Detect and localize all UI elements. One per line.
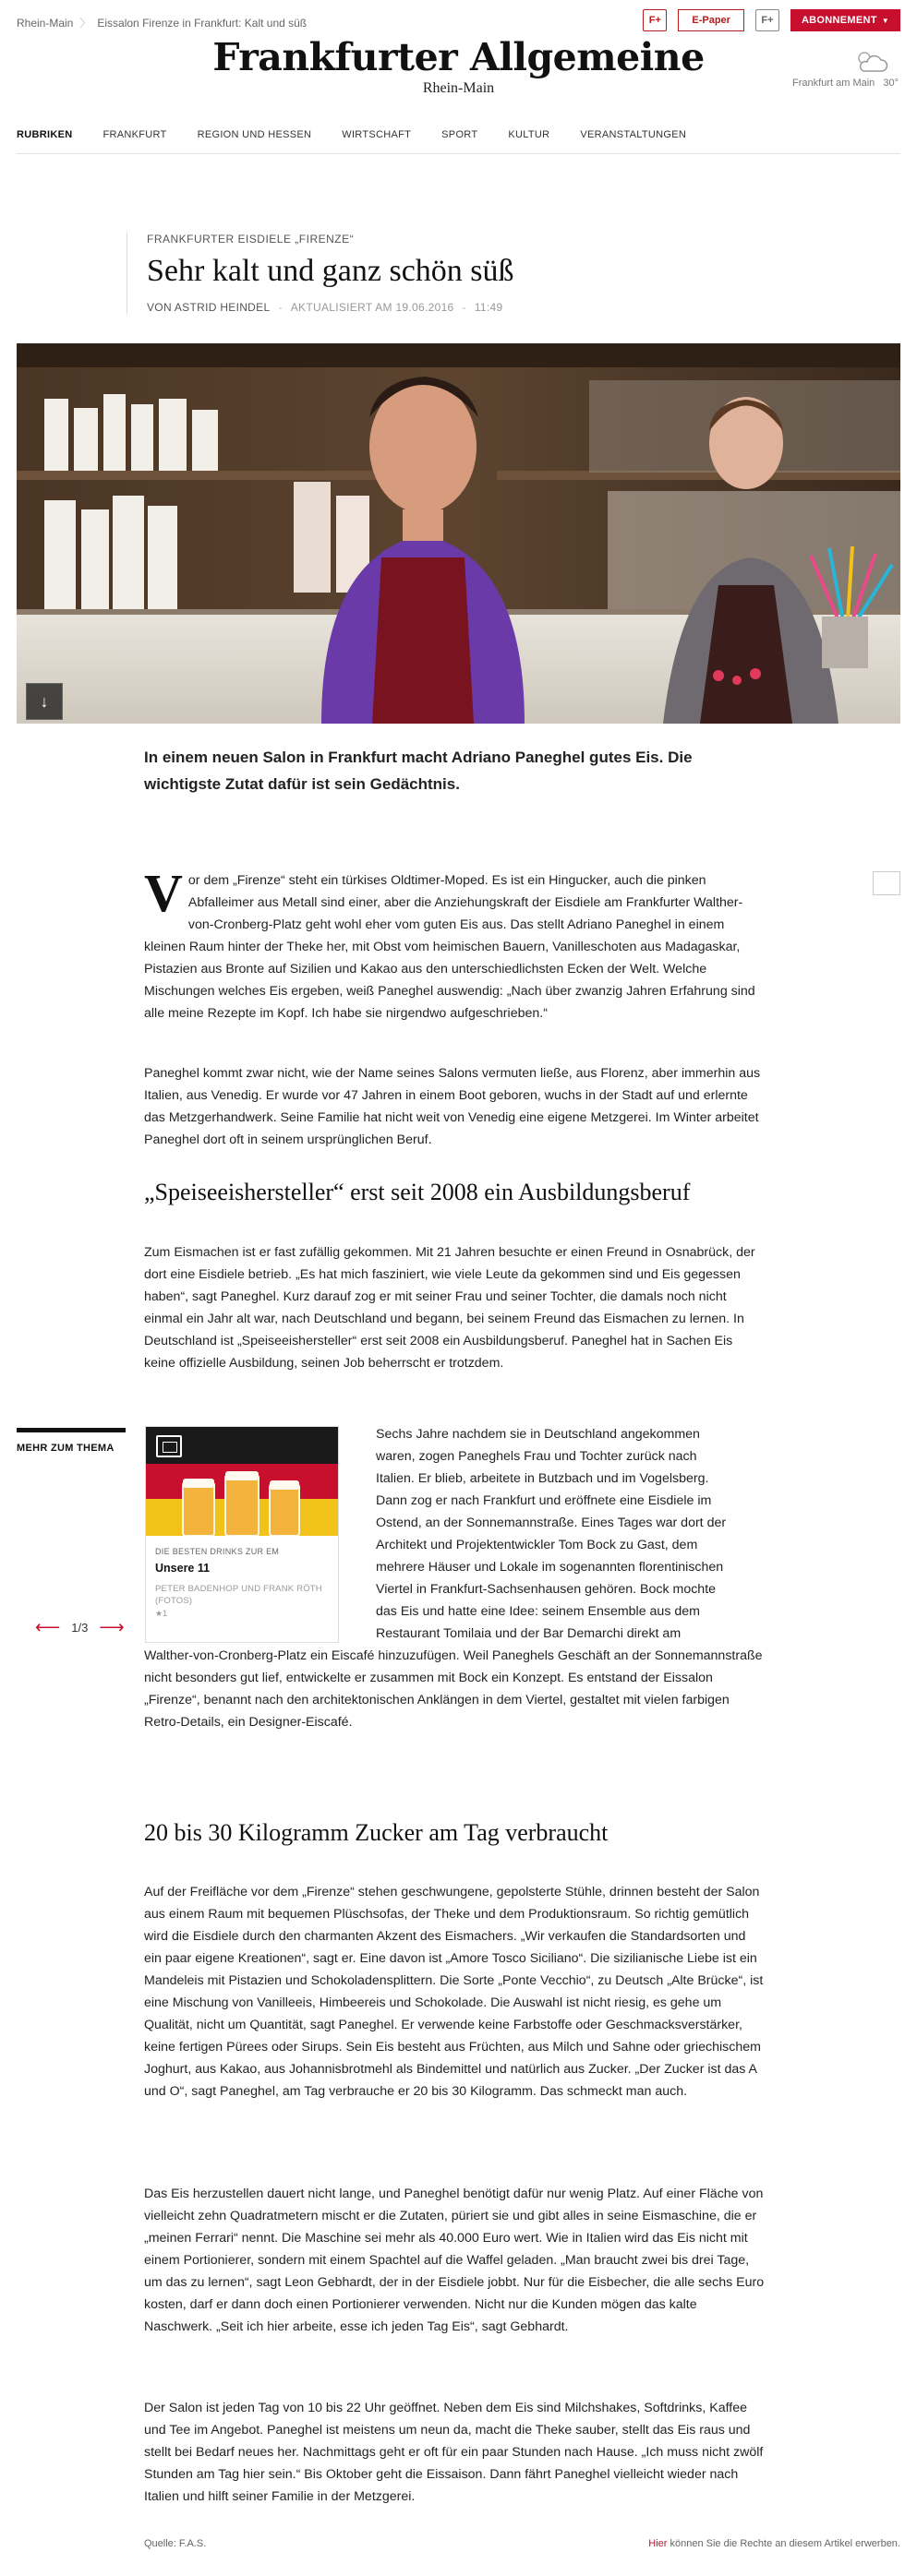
article-headline: Sehr kalt und ganz schön süß xyxy=(147,254,514,288)
teaser-card[interactable] xyxy=(145,1426,339,1643)
paragraph-1 xyxy=(144,863,765,1024)
p4-line-5: Architekt und Projektentwickler Tom Bock zu Gast, dem xyxy=(376,1538,698,1552)
abonnement-label: ABONNEMENT xyxy=(801,15,877,26)
paragraph-7: Der Salon ist jeden Tag von 10 bis 22 Uhr geöffnet. Neben dem Eis sind Milchshakes, Softdrinks, Kaffee und Tee im Angebot. Paneghel ist meistens um neun da, macht die Theke sauber, stellt das Eis raus und stellt bei Bedarf neues her. Nachmittags geht er oft für ein paar Stunden nach Hause. „Ich muss nicht zwölf Stunden am Tag hier sein.“ Bis Oktober geht die Eissaison. Dann fährt Paneghel vielleicht wieder nach Italien und hilft seiner Familie in der Metzgerei. xyxy=(144,2401,764,2504)
epaper-button[interactable]: E-Paper xyxy=(678,9,744,31)
partly-cloudy-icon xyxy=(852,48,889,74)
rights-link[interactable]: Hier xyxy=(648,2538,668,2549)
subheading-2: 20 bis 30 Kilogramm Zucker am Tag verbraucht xyxy=(144,1819,609,1846)
rights-text: können Sie die Rechte an diesem Artikel erwerben. xyxy=(667,2538,900,2549)
more-rule xyxy=(17,1428,126,1432)
fplus-button-secondary[interactable]: F+ xyxy=(755,9,779,31)
caret-down-icon: ▼ xyxy=(881,16,889,25)
breadcrumb xyxy=(17,15,307,30)
hero-image[interactable] xyxy=(17,343,900,724)
nav-item-rubriken[interactable]: RUBRIKEN xyxy=(17,129,73,140)
share-button[interactable] xyxy=(873,871,900,895)
abonnement-button[interactable] xyxy=(790,9,900,31)
top-actions xyxy=(643,9,900,31)
weather-widget[interactable] xyxy=(792,48,899,89)
nav-item-frankfurt[interactable]: FRANKFURT xyxy=(103,129,167,140)
p4-line-3: Dann zog er nach Frankfurt und eröffnete eine Eisdiele im xyxy=(376,1493,712,1508)
download-icon[interactable]: ↓ xyxy=(26,683,63,720)
site-logo[interactable]: Frankfurter Allgemeine xyxy=(212,35,705,79)
brand xyxy=(0,35,917,97)
paragraph-1-text: or dem „Firenze“ steht ein türkises Oldtimer-Moped. Es ist ein Hingucker, auch die pinken Abfalleimer aus Metall sind einer, aber die Anziehungskraft der Eisdiele am Frankfurter Walther-von-Cronberg-Platz geht wohl eher vom guten Eis aus. Das stellt Adriano Paneghel in einem kleinen Raum hinter der Theke her, mit Obst vom heimischen Bauern, Vanilleschoten aus Madagaskar, Pistazien aus Bronte auf Sizilien und Kakao aus den unterschiedlichsten Ecken der Welt. Welche Mischungen welches Eis ergeben, weiß Paneghel auswendig: „Nach über zwanzig Jahren Erfahrung sind alle meine Rezepte im Kopf. Ich habe sie nirgendwo aufgeschrieben.“ xyxy=(144,873,755,1021)
fplus-button[interactable]: F+ xyxy=(643,9,667,31)
teaser-kicker: DIE BESTEN DRINKS ZUR EM xyxy=(155,1547,280,1556)
teaser-image xyxy=(146,1427,338,1536)
p4-line-6: mehrere Häuser und Lokale im sogenannten florentinischen xyxy=(376,1560,724,1575)
nav-item-veranstaltungen[interactable]: VERANSTALTUNGEN xyxy=(580,129,687,140)
paragraph-4-rest: Walther-von-Cronberg-Platz ein Eiscafé hinzuzufügen. Weil Paneghels Geschäft an der Sonnemannstraße nicht besonders gut lief, entwickelte er zusammen mit Bock ein Konzept. Es entstand der Eissalon „Firenze“, benannt nach den architektonischen Anklängen in dem Viertel, gestaltet mit vielen farbigen Retro-Details, ein Designer-Eiscafé. xyxy=(144,1648,763,1730)
main-nav xyxy=(17,121,900,154)
paragraph-4-narrow xyxy=(376,1423,765,1645)
more-on-topic-label: MEHR ZUM THEMA xyxy=(17,1443,115,1454)
article-lead: In einem neuen Salon in Frankfurt macht Adriano Paneghel gutes Eis. Die wichtigste Zutat dafür ist sein Gedächtnis. xyxy=(144,749,693,793)
article-header xyxy=(127,233,791,314)
arrow-right-icon[interactable]: ⟶ xyxy=(99,1618,125,1637)
p4-line-7: Viertel in Frankfurt-Sachsenhausen gehören. Bock mochte xyxy=(376,1582,717,1597)
teaser-title[interactable]: Unsere 11 xyxy=(155,1562,211,1575)
nav-item-sport[interactable]: SPORT xyxy=(441,129,478,140)
article-rights xyxy=(648,2538,900,2549)
breadcrumb-separator-icon: 〉 xyxy=(79,17,91,30)
teaser-author: PETER BADENHOP UND FRANK RÖTH (FOTOS) xyxy=(155,1584,322,1606)
weather-temp: 30° xyxy=(883,78,899,89)
nav-item-wirtschaft[interactable]: WIRTSCHAFT xyxy=(342,129,412,140)
edition-name: Rhein-Main xyxy=(422,80,495,96)
nav-item-kultur[interactable]: KULTUR xyxy=(508,129,550,140)
weather-location: Frankfurt am Main xyxy=(792,78,875,89)
paragraph-5: Auf der Freifläche vor dem „Firenze“ stehen geschwungene, gepolsterte Stühle, drinnen besteht der Salon aus einem Raum mit bequemen Plüschsofas, der Theke und dem Produktionsraum. So richtig gemütlich wird die Eisdiele durch den charmanten Akzent des Eismachers. „Wir verkaufen die Standardsorten und ein paar eigene Kreationen“, sagt er. Eine davon ist „Amore Tosco Siciliano“. Die sizilianische Liebe ist ein Mandeleis mit Pistazien und Schokoladensplittern. Die Sorte „Ponte Vecchio“, zu Deutsch „Alte Brücke“, ist eine Mischung von Vanilleeis, Himbeereis und Schokolade. Die Auswahl ist nicht riesig, es gehe um Qualität, nicht um Quantität, sagt Paneghel. Er verwende keine Farbstoffe oder Geschmacksverstärker, keine fertigen Pürees oder Sirups. Sein Eis besteht aus Früchten, aus Milch und Sahne oder griechischem Joghurt, aus Kakao, aus Johannisbrotmehl als Bindemittel und natürlich aus Zucker. „Der Zucker ist das A und O“, sagt Paneghel, am Tag verbrauche er 20 bis 30 Kilogramm. Das schmeckt man auch. xyxy=(144,1885,764,2099)
arrow-left-icon[interactable]: ⟵ xyxy=(35,1618,61,1637)
byline-time: 11:49 xyxy=(474,301,503,314)
paragraph-6: Das Eis herzustellen dauert nicht lange, und Paneghel benötigt dafür nur wenig Platz. Auf einer Fläche von vielleicht zehn Quadratmetern mischt er die Zutaten, püriert sie und gibt alles in seine Eismaschine, die er „meinen Ferrari“ nennt. Die Maschine sei mehr als 40.000 Euro wert. Wie in Italien wird das Eis nicht mit einem Portionierer, sondern mit einem Spachtel auf die Waffel geladen. „Man braucht zwei bis drei Tage, um das zu lernen“, sagt Leon Gebhardt, der in der Eisdiele jobbt. Nur für die Eisbecher, die alle sechs Euro kosten, darf er dann doch einen Portionierer verwenden. Nicht nur die Kunden mögen das kalte Naschwerk. „Seit ich hier arbeite, esse ich jeden Tag Eis“, sagt Gebhardt. xyxy=(144,2187,765,2334)
article-kicker: FRANKFURTER EISDIELE „FIRENZE“ xyxy=(147,233,355,246)
p4-line-4: Ostend, an der Sonnemannstraße. Eines Tages war dort der xyxy=(376,1516,727,1530)
p4-line-9: Restaurant Tomilaia und der Bar Demarchi direkt am xyxy=(376,1626,682,1641)
byline-author[interactable]: VON ASTRID HEINDEL xyxy=(147,301,271,314)
gallery-icon xyxy=(156,1435,182,1457)
pager-count: 1/3 xyxy=(71,1621,89,1635)
nav-item-region-hessen[interactable]: REGION UND HESSEN xyxy=(197,129,312,140)
teaser-rating: ★1 xyxy=(155,1609,168,1618)
subheading-1: „Speiseeishersteller“ erst seit 2008 ein Ausbildungsberuf xyxy=(144,1179,691,1205)
dropcap: V xyxy=(144,863,183,923)
paragraph-2: Paneghel kommt zwar nicht, wie der Name seines Salons vermuten ließe, aus Florenz, aber immerhin aus Italien, aus Venedig. Er wurde vor 47 Jahren in einem Boot geboren, wuchs in der Stadt auf und erlernte das Metzgerhandwerk. Seine Familie hat nicht weit von Venedig eine eigene Metzgerei. Im Winter arbeitet Paneghel dort oft in seinem ursprünglichen Beruf. xyxy=(144,1066,761,1147)
article-source: Quelle: F.A.S. xyxy=(144,2538,207,2549)
p4-line-8: das Eis und hatte eine Idee: seinem Ensemble aus dem xyxy=(376,1604,700,1619)
p4-line-1: waren, zogen Paneghels Frau und Tochter zurück nach xyxy=(376,1449,697,1464)
teaser-pager xyxy=(35,1617,125,1638)
p4-line-0: Sechs Jahre nachdem sie in Deutschland angekommen xyxy=(376,1427,700,1442)
article-byline: VON ASTRID HEINDEL - AKTUALISIERT AM 19.06.2016 - 11:49 xyxy=(147,301,503,314)
p4-line-2: Italien. Er blieb, arbeitete in Butzbach und im Vogelsberg. xyxy=(376,1471,709,1486)
breadcrumb-current[interactable]: Eissalon Firenze in Frankfurt: Kalt und süß xyxy=(97,17,308,30)
breadcrumb-home[interactable]: Rhein-Main xyxy=(17,17,74,30)
byline-updated: AKTUALISIERT AM 19.06.2016 xyxy=(290,301,454,314)
paragraph-3: Zum Eismachen ist er fast zufällig gekommen. Mit 21 Jahren besuchte er einen Freund in Osnabrück, der dort eine Eisdiele betrieb. „Es hat mich fasziniert, wie viele Leute da gekommen sind und Eis gegessen haben“, sagt Paneghel. Kurz darauf zog er mit seiner Frau und seiner Tochter, die damals noch nicht einmal ein Jahr alt war, nach Deutschland und begann, bei seinem Freund das Eismachen zu lernen. In Deutschland ist „Speiseeishersteller“ erst seit 2008 ein Ausbildungsberuf. Paneghel hat in Sachen Eis keine offizielle Ausbildung, seinen Job beherrscht er trotzdem. xyxy=(144,1245,755,1371)
